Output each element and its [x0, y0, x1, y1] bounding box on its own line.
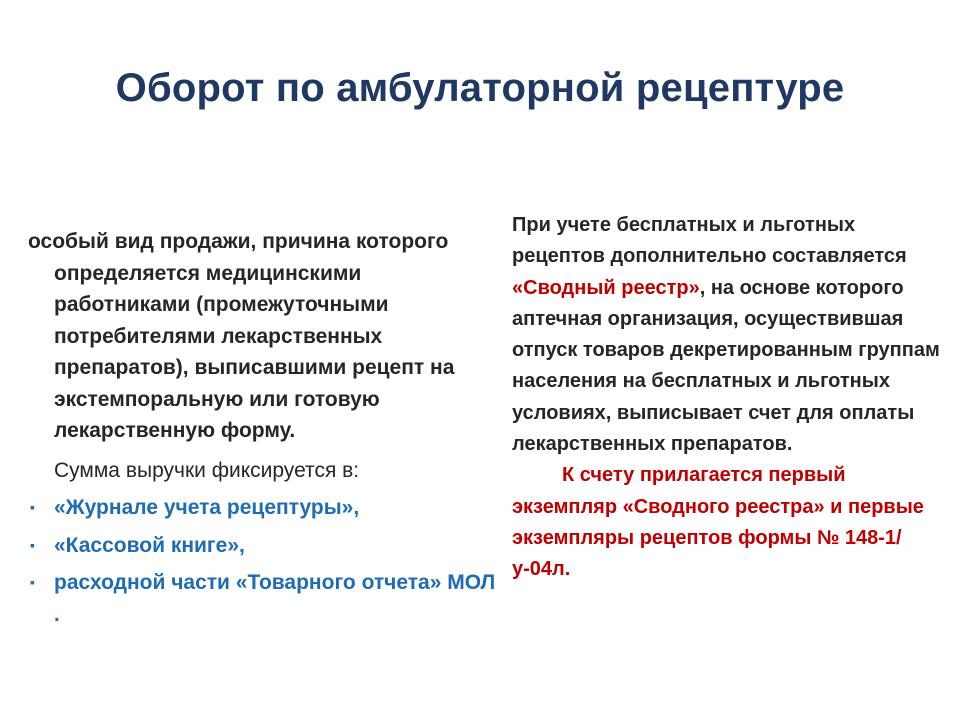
square-bullet-icon: ▪ [30, 499, 35, 515]
bullet-text: «Журнале учета рецептуры», [54, 496, 360, 519]
bullet-list [28, 492, 498, 630]
registry-highlight: «Сводный реестр» [512, 276, 700, 299]
left-column [28, 226, 498, 636]
square-bullet-icon: ▪ [30, 574, 35, 590]
definition-text: особый вид продажи, причина которого определяется медицинскими работниками (промежуточными потребителями лекарственных препаратов), выписавшими рецепт на экстемпоральную или готовую лекарственную форму. [28, 230, 455, 442]
list-item [28, 492, 498, 524]
square-bullet-icon: ▪ [30, 536, 35, 553]
right-column [512, 210, 940, 586]
registry-paragraph [512, 210, 940, 460]
slide-title: Оборот по амбулаторной рецептуре [115, 66, 845, 110]
list-item [28, 567, 498, 630]
bullet-text: расходной части «Товарного отчета» МОЛ . [54, 571, 496, 626]
registry-text-end: , на основе которого аптечная организация, осуществившая отпуск товаров декретированным группам населения на бесплатных и льготных условиях, выписывает счет для оплаты лекарственных препаратов. [512, 276, 940, 456]
attachment-note: К счету прилагается первый экземпляр «Сводного реестра» и первые экземпляры рецептов формы № 148-1/у-04л. [512, 464, 924, 581]
bullet-text: «Кассовой книге», [54, 533, 245, 557]
registry-text-start: При учете бесплатных и льготных рецептов дополнительно составляется [512, 214, 907, 268]
list-item [28, 530, 498, 562]
sum-intro-text: Сумма выручки фиксируется в: [54, 458, 360, 482]
